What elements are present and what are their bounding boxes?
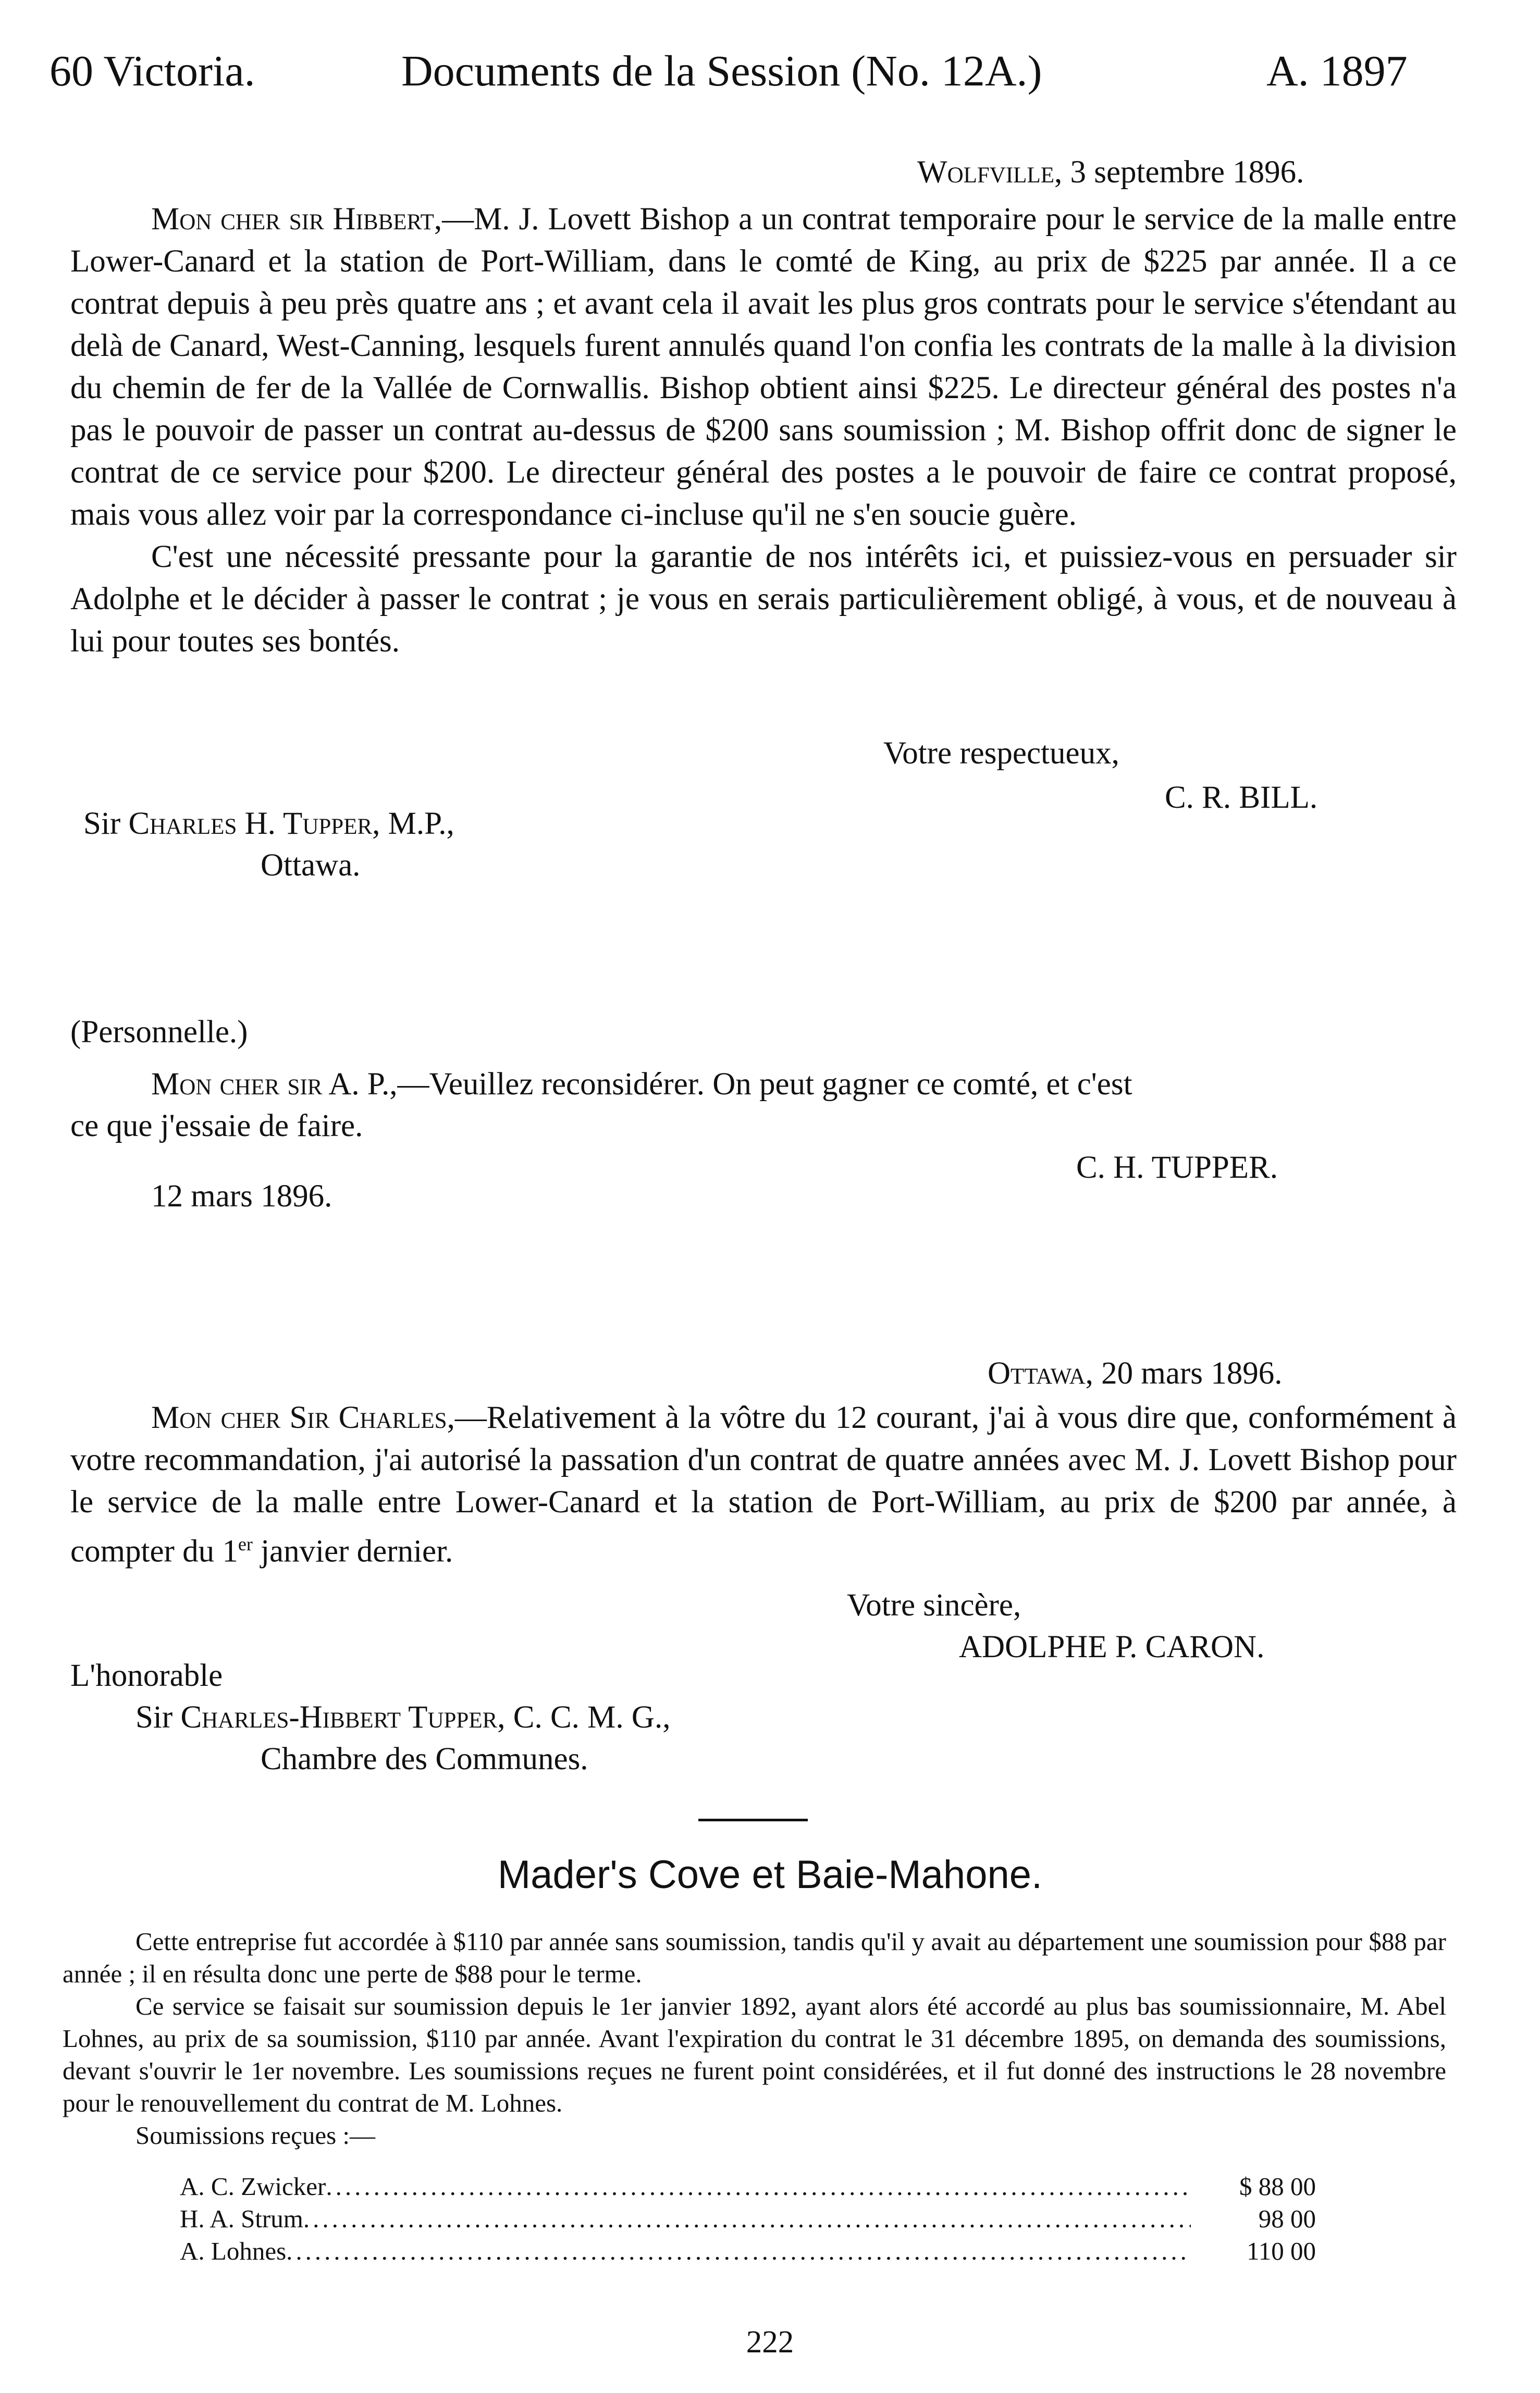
bid-amount: 98 00 [1258,2204,1316,2233]
leader-dots [303,2203,1191,2235]
letter1-place: Wolfville [917,155,1054,190]
letter3-paragraph-end: janvier dernier. [252,1534,453,1569]
letter3-addressee [135,1696,670,1738]
bid-row [180,2235,1316,2267]
letter2-body-first: A. P.,—Veuillez reconsidérer. On peut gagner ce comté, et c'est [322,1067,1132,1102]
header-center: Documents de la Session (No. 12A.) [401,47,1042,95]
letter3-date: , 20 mars 1896. [1085,1356,1283,1391]
bid-row [180,2203,1316,2235]
leader-dots [286,2235,1191,2267]
section-title: Mader's Cove et Baie-Mahone. [497,1853,1043,1897]
letter3-addressee-suffix: , C. C. M. G., [497,1700,671,1735]
letter2-signature: C. H. TUPPER. [1076,1150,1278,1185]
letter1-body [70,198,1457,662]
bid-row [180,2170,1316,2203]
letter2-salutation: Mon cher sir [151,1067,323,1102]
letter1-addressee-name: Charles H. Tupper [128,806,373,841]
letter3-place: Ottawa [988,1356,1086,1391]
header-left: 60 Victoria. [50,47,255,95]
section-paragraph-2: Ce service se faisait sur soumission depuis le 1er janvier 1892, ayant alors été accordé au plus bas soumissionnaire, M. Abel Lohnes, au prix de sa soumission, $110 par année. Avant l'expiration du contrat le 31 décembre 1895, on demanda des soumissions, devant s'ouvrir le 1er novembre. Les soumissions reçues ne furent point considérées, et il fut donné des instructions le 28 novembre pour le renouvellement du contrat de M. Lohnes. [63,1992,1446,2117]
letter2-date: 12 mars 1896. [151,1179,332,1214]
letter2-label: (Personnelle.) [70,1015,248,1050]
letter1-paragraph-2: C'est une nécessité pressante pour la garantie de nos intérêts ici, et puissiez-vous en persuader sir Adolphe et le décider à passer le contrat ; je vous en serais particulièrement obligé, à vous, et de nouveau à lui pour toutes ses bontés. [70,539,1457,659]
letter3-superscript: er [238,1534,253,1555]
letter3-addressee-title: L'honorable [70,1658,223,1693]
page-number: 222 [746,2325,794,2360]
letter3-dateline [988,1352,1282,1395]
letter1-dateline [917,151,1304,193]
letter2-line-1 [151,1063,1132,1105]
letter1-addressee-prefix: Sir [83,806,129,841]
leader-dots [326,2170,1191,2203]
letter3-addressee-name: Charles-Hibbert Tupper [180,1700,498,1735]
section-paragraph-1: Cette entreprise fut accordée à $110 par année sans soumission, tandis qu'il y avait au département une soumission pour $88 par année ; il en résulta donc une perte de $88 pour le terme. [63,1927,1446,1988]
letter1-salutation: Mon cher sir Hibbert, [151,202,442,237]
bid-name: A. Lohnes [180,2237,287,2265]
letter1-signature: C. R. BILL. [1165,780,1318,815]
letter3-salutation: Mon cher Sir Charles, [151,1400,455,1435]
letter3-closing: Votre sincère, [847,1588,1021,1623]
letter1-paragraph-1: —M. J. Lovett Bishop a un contrat temporaire pour le service de la malle entre Lower-Canard et la station de Port-William, dans le comté de King, au prix de $225 par année. Il a ce contrat depuis à peu près quatre ans ; et avant cela il avait les plus gros contrats pour le service s'étendant au delà de Canard, West-Canning, lesquels furent annulés quand l'on confia les contrats de la malle à la division du chemin de fer de la Vallée de Cornwallis. Bishop obtient ainsi $225. Le directeur général des postes n'a pas le pouvoir de passer un contrat au-dessus de $200 sans soumission ; M. Bishop offrit donc de signer le contrat de ce service pour $200. Le directeur général des postes a le pouvoir de faire ce contrat proposé, mais vous allez voir par la correspondance ci-incluse qu'il ne s'en soucie guère. [70,202,1457,532]
letter3-signature: ADOLPHE P. CARON. [959,1630,1265,1664]
letter1-addressee [83,803,454,845]
bid-name: A. C. Zwicker [180,2172,326,2201]
section-divider [698,1819,808,1821]
section-bids-label: Soumissions reçues :— [135,2121,376,2150]
bid-name: H. A. Strum [180,2204,303,2233]
header-right: A. 1897 [1266,47,1408,95]
letter1-closing: Votre respectueux, [883,736,1119,771]
bid-amount: 110 00 [1247,2237,1316,2265]
letter3-addressee-place: Chambre des Communes. [261,1742,588,1777]
bid-amount: $ 88 00 [1239,2172,1316,2201]
bids-list [180,2170,1316,2267]
letter1-addressee-city: Ottawa. [261,848,361,883]
letter2-body-second: ce que j'essaie de faire. [70,1108,363,1143]
letter3-paragraph-main: —Relativement à la vôtre du 12 courant, j'ai à vous dire que, conformément à votre recommandation, j'ai autorisé la passation d'un contrat de quatre années avec M. J. Lovett Bishop pour le service de la malle entre Lower-Canard et la station de Port-William, au prix de $200 par année, à compter du 1 [70,1400,1457,1569]
letter1-date: , 3 septembre 1896. [1054,155,1304,190]
letter3-addressee-prefix: Sir [135,1700,181,1735]
letter3-body [70,1397,1457,1572]
section-body [63,1926,1446,2152]
letter1-addressee-suffix: , M.P., [372,806,454,841]
